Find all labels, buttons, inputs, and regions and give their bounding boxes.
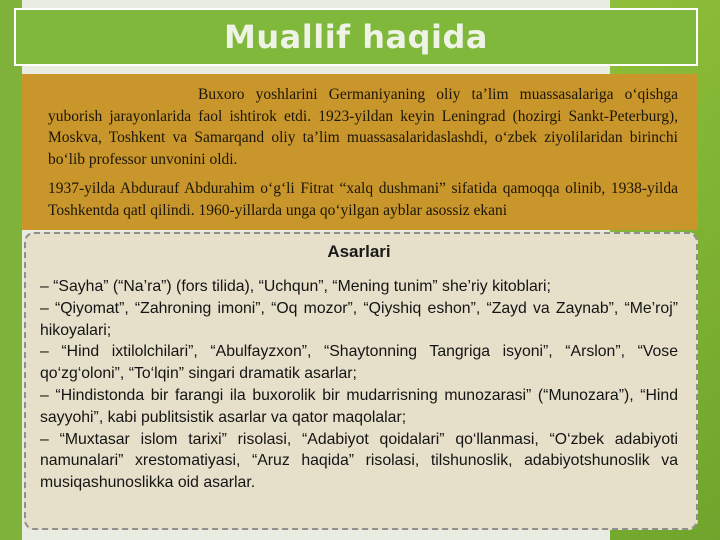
bio-paragraph-2: 1937-yilda Abdurauf Abdurahim o‘g‘li Fitrat “xalq dushmani” sifatida qamoqqa olinib, 1938-yilda Toshkentda qatl qilindi. 1960-yillarda unga qo‘yilgan ayblar asossiz ekani: [48, 180, 678, 219]
works-box: [24, 232, 698, 530]
works-item: – “Qiyomat”, “Zahroning imoni”, “Oq mozor”, “Qiyshiq eshon”, “Zayd va Zaynab”, “Me’roj” hikoyalari;: [40, 299, 678, 339]
works-item: – “Hind ixtilolchilari”, “Abulfayzxon”, “Shaytonning Tangriga isyoni”, “Arslon”, “Vose qo‘zg‘oloni”, “To‘lqin” singari dramatik asarlar;: [40, 343, 678, 383]
page-title: Muallif haqida: [224, 18, 488, 56]
bio-paragraph-1: Buxoro yoshlarini Germaniyaning oliy ta’lim muassasalariga o‘qishga yuborish jarayonlarida faol ishtirok etdi. 1923-yildan keyin Leningrad (hozirgi Sankt-Peterburg), Moskva, Toshkent va Samarqand oliy ta’lim muassasalaridaslashdi, o‘zbek ziyolilaridan birinchi bo‘lib professor unvonini oldi.: [48, 86, 678, 168]
works-item: – “Sayha” (“Na’ra”) (fors tilida), “Uchqun”, “Mening tunim” she’riy kitoblari;: [40, 278, 551, 295]
works-heading: Asarlari: [327, 242, 391, 261]
author-bio-box: [22, 74, 698, 230]
works-item: – “Muxtasar islom tarixi” risolasi, “Adabiyot qoidalari” qo‘llanmasi, “O‘zbek adabiyoti namunalari” xrestomatiyasi, “Aruz haqida” risolasi, tilshunoslik, adabiyotshunoslik va musiqashunoslikka oid asarlar.: [40, 430, 678, 492]
title-bar: [14, 8, 698, 66]
background-left-band: [0, 0, 22, 540]
works-item: – “Hindistonda bir farangi ila buxorolik bir mudarrisning munozarasi” (“Munozara”), “Hind sayyohi”, kabi publitsistik asarlar va qator maqolalar;: [40, 386, 678, 426]
